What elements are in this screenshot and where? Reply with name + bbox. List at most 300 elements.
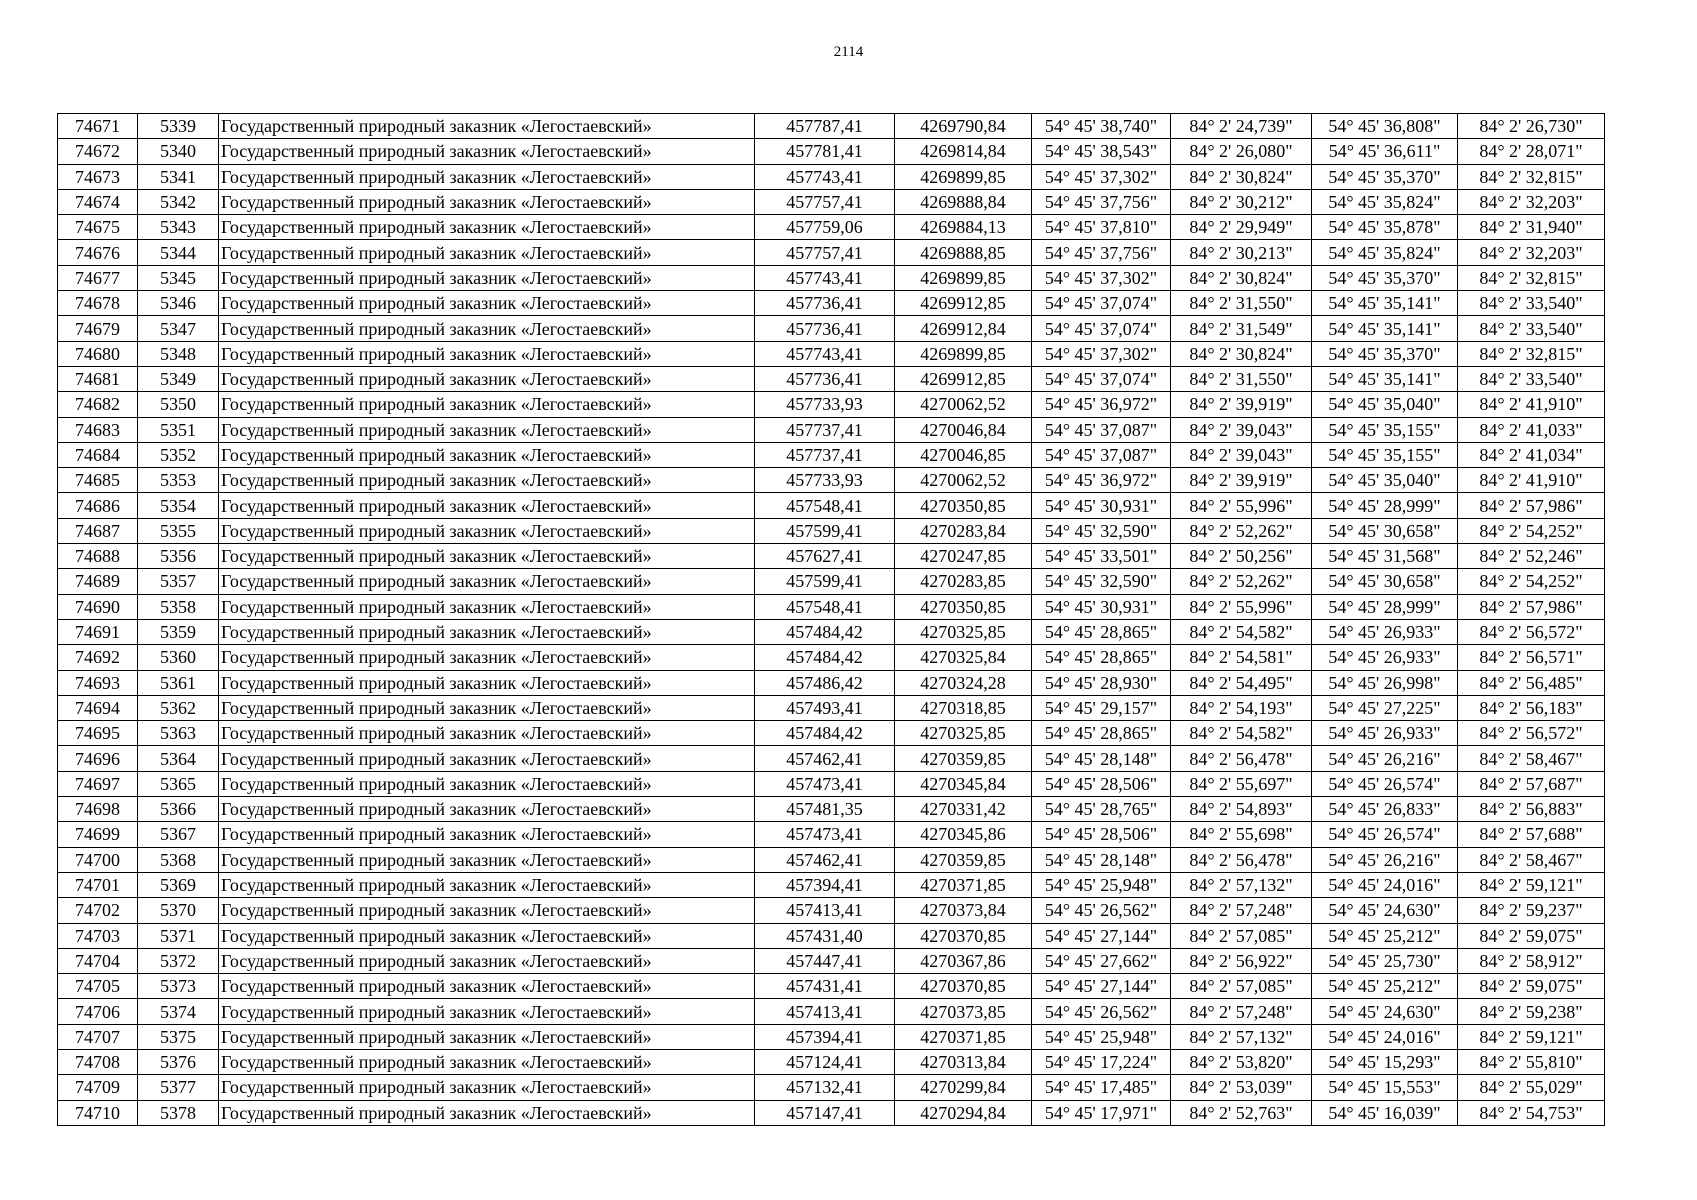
y-coordinate-cell: 4270325,85: [895, 619, 1032, 644]
row-number-cell: 74694: [58, 695, 138, 720]
row-number-cell: 74681: [58, 366, 138, 391]
y-coordinate-cell: 4269912,84: [895, 316, 1032, 341]
latitude-1-cell: 54° 45' 28,506": [1032, 771, 1171, 796]
table-row: [58, 771, 1605, 796]
longitude-1-cell: 84° 2' 52,262": [1171, 518, 1312, 543]
latitude-2-cell: 54° 45' 26,998": [1312, 670, 1458, 695]
point-number-cell: 5362: [138, 695, 219, 720]
y-coordinate-cell: 4269884,13: [895, 215, 1032, 240]
longitude-1-cell: 84° 2' 55,996": [1171, 493, 1312, 518]
y-coordinate-cell: 4269912,85: [895, 366, 1032, 391]
latitude-2-cell: 54° 45' 30,658": [1312, 569, 1458, 594]
latitude-2-cell: 54° 45' 25,212": [1312, 923, 1458, 948]
latitude-1-cell: 54° 45' 37,810": [1032, 215, 1171, 240]
territory-name-cell: Государственный природный заказник «Легостаевский»: [219, 392, 755, 417]
territory-name-cell: Государственный природный заказник «Легостаевский»: [219, 999, 755, 1024]
territory-name-cell: Государственный природный заказник «Легостаевский»: [219, 898, 755, 923]
latitude-2-cell: 54° 45' 26,933": [1312, 619, 1458, 644]
y-coordinate-cell: 4269912,85: [895, 291, 1032, 316]
latitude-1-cell: 54° 45' 32,590": [1032, 569, 1171, 594]
longitude-1-cell: 84° 2' 56,922": [1171, 948, 1312, 973]
longitude-2-cell: 84° 2' 58,467": [1458, 847, 1605, 872]
latitude-2-cell: 54° 45' 26,216": [1312, 746, 1458, 771]
table-row: [58, 164, 1605, 189]
y-coordinate-cell: 4269888,84: [895, 189, 1032, 214]
table-row: [58, 569, 1605, 594]
table-row: [58, 797, 1605, 822]
longitude-1-cell: 84° 2' 30,212": [1171, 189, 1312, 214]
point-number-cell: 5366: [138, 797, 219, 822]
x-coordinate-cell: 457736,41: [755, 316, 895, 341]
y-coordinate-cell: 4270062,52: [895, 392, 1032, 417]
latitude-2-cell: 54° 45' 15,553": [1312, 1075, 1458, 1100]
point-number-cell: 5378: [138, 1100, 219, 1125]
latitude-2-cell: 54° 45' 26,574": [1312, 771, 1458, 796]
latitude-1-cell: 54° 45' 27,144": [1032, 923, 1171, 948]
table-row: [58, 544, 1605, 569]
latitude-2-cell: 54° 45' 35,040": [1312, 392, 1458, 417]
latitude-1-cell: 54° 45' 30,931": [1032, 493, 1171, 518]
row-number-cell: 74692: [58, 645, 138, 670]
y-coordinate-cell: 4270373,84: [895, 898, 1032, 923]
row-number-cell: 74684: [58, 442, 138, 467]
table-row: [58, 316, 1605, 341]
point-number-cell: 5346: [138, 291, 219, 316]
table-row: [58, 1049, 1605, 1074]
y-coordinate-cell: 4269888,85: [895, 240, 1032, 265]
longitude-2-cell: 84° 2' 33,540": [1458, 316, 1605, 341]
longitude-1-cell: 84° 2' 54,582": [1171, 619, 1312, 644]
table-row: [58, 1075, 1605, 1100]
longitude-1-cell: 84° 2' 26,080": [1171, 139, 1312, 164]
x-coordinate-cell: 457473,41: [755, 771, 895, 796]
longitude-1-cell: 84° 2' 55,697": [1171, 771, 1312, 796]
row-number-cell: 74702: [58, 898, 138, 923]
table-row: [58, 1100, 1605, 1125]
table-row: [58, 695, 1605, 720]
longitude-1-cell: 84° 2' 30,824": [1171, 164, 1312, 189]
table-row: [58, 872, 1605, 897]
longitude-1-cell: 84° 2' 39,919": [1171, 468, 1312, 493]
longitude-2-cell: 84° 2' 56,485": [1458, 670, 1605, 695]
row-number-cell: 74679: [58, 316, 138, 341]
row-number-cell: 74689: [58, 569, 138, 594]
latitude-1-cell: 54° 45' 28,148": [1032, 746, 1171, 771]
latitude-1-cell: 54° 45' 37,756": [1032, 189, 1171, 214]
x-coordinate-cell: 457394,41: [755, 1024, 895, 1049]
x-coordinate-cell: 457736,41: [755, 291, 895, 316]
y-coordinate-cell: 4270046,85: [895, 442, 1032, 467]
table-row: [58, 442, 1605, 467]
y-coordinate-cell: 4270359,85: [895, 746, 1032, 771]
longitude-2-cell: 84° 2' 56,183": [1458, 695, 1605, 720]
longitude-2-cell: 84° 2' 57,986": [1458, 493, 1605, 518]
latitude-1-cell: 54° 45' 28,865": [1032, 721, 1171, 746]
longitude-1-cell: 84° 2' 30,824": [1171, 265, 1312, 290]
longitude-1-cell: 84° 2' 30,824": [1171, 341, 1312, 366]
territory-name-cell: Государственный природный заказник «Легостаевский»: [219, 417, 755, 442]
territory-name-cell: Государственный природный заказник «Легостаевский»: [219, 366, 755, 391]
row-number-cell: 74690: [58, 594, 138, 619]
latitude-1-cell: 54° 45' 38,543": [1032, 139, 1171, 164]
longitude-1-cell: 84° 2' 54,582": [1171, 721, 1312, 746]
latitude-2-cell: 54° 45' 26,933": [1312, 721, 1458, 746]
x-coordinate-cell: 457757,41: [755, 189, 895, 214]
longitude-2-cell: 84° 2' 55,029": [1458, 1075, 1605, 1100]
row-number-cell: 74695: [58, 721, 138, 746]
longitude-1-cell: 84° 2' 39,919": [1171, 392, 1312, 417]
latitude-1-cell: 54° 45' 37,302": [1032, 341, 1171, 366]
y-coordinate-cell: 4270247,85: [895, 544, 1032, 569]
longitude-1-cell: 84° 2' 24,739": [1171, 114, 1312, 139]
latitude-2-cell: 54° 45' 28,999": [1312, 594, 1458, 619]
latitude-2-cell: 54° 45' 24,016": [1312, 1024, 1458, 1049]
x-coordinate-cell: 457473,41: [755, 822, 895, 847]
x-coordinate-cell: 457733,93: [755, 392, 895, 417]
point-number-cell: 5365: [138, 771, 219, 796]
y-coordinate-cell: 4269899,85: [895, 265, 1032, 290]
territory-name-cell: Государственный природный заказник «Легостаевский»: [219, 771, 755, 796]
longitude-1-cell: 84° 2' 54,193": [1171, 695, 1312, 720]
latitude-1-cell: 54° 45' 36,972": [1032, 392, 1171, 417]
y-coordinate-cell: 4270283,84: [895, 518, 1032, 543]
longitude-2-cell: 84° 2' 41,034": [1458, 442, 1605, 467]
longitude-1-cell: 84° 2' 54,893": [1171, 797, 1312, 822]
territory-name-cell: Государственный природный заказник «Легостаевский»: [219, 923, 755, 948]
longitude-2-cell: 84° 2' 59,121": [1458, 872, 1605, 897]
latitude-1-cell: 54° 45' 37,756": [1032, 240, 1171, 265]
row-number-cell: 74673: [58, 164, 138, 189]
x-coordinate-cell: 457484,42: [755, 619, 895, 644]
point-number-cell: 5353: [138, 468, 219, 493]
latitude-2-cell: 54° 45' 31,568": [1312, 544, 1458, 569]
longitude-2-cell: 84° 2' 54,252": [1458, 518, 1605, 543]
point-number-cell: 5340: [138, 139, 219, 164]
latitude-1-cell: 54° 45' 28,865": [1032, 619, 1171, 644]
point-number-cell: 5344: [138, 240, 219, 265]
territory-name-cell: Государственный природный заказник «Легостаевский»: [219, 316, 755, 341]
latitude-1-cell: 54° 45' 38,740": [1032, 114, 1171, 139]
territory-name-cell: Государственный природный заказник «Легостаевский»: [219, 822, 755, 847]
longitude-1-cell: 84° 2' 57,132": [1171, 872, 1312, 897]
row-number-cell: 74688: [58, 544, 138, 569]
x-coordinate-cell: 457548,41: [755, 594, 895, 619]
latitude-1-cell: 54° 45' 37,087": [1032, 442, 1171, 467]
latitude-1-cell: 54° 45' 28,148": [1032, 847, 1171, 872]
y-coordinate-cell: 4270294,84: [895, 1100, 1032, 1125]
latitude-2-cell: 54° 45' 26,833": [1312, 797, 1458, 822]
longitude-1-cell: 84° 2' 57,248": [1171, 898, 1312, 923]
longitude-2-cell: 84° 2' 32,203": [1458, 240, 1605, 265]
longitude-2-cell: 84° 2' 32,815": [1458, 265, 1605, 290]
table-body: [58, 114, 1605, 1126]
row-number-cell: 74678: [58, 291, 138, 316]
territory-name-cell: Государственный природный заказник «Легостаевский»: [219, 619, 755, 644]
row-number-cell: 74699: [58, 822, 138, 847]
x-coordinate-cell: 457431,41: [755, 974, 895, 999]
latitude-1-cell: 54° 45' 37,074": [1032, 316, 1171, 341]
longitude-2-cell: 84° 2' 57,688": [1458, 822, 1605, 847]
x-coordinate-cell: 457462,41: [755, 847, 895, 872]
point-number-cell: 5375: [138, 1024, 219, 1049]
row-number-cell: 74691: [58, 619, 138, 644]
latitude-2-cell: 54° 45' 25,212": [1312, 974, 1458, 999]
territory-name-cell: Государственный природный заказник «Легостаевский»: [219, 721, 755, 746]
territory-name-cell: Государственный природный заказник «Легостаевский»: [219, 164, 755, 189]
x-coordinate-cell: 457394,41: [755, 872, 895, 897]
point-number-cell: 5355: [138, 518, 219, 543]
x-coordinate-cell: 457736,41: [755, 366, 895, 391]
x-coordinate-cell: 457743,41: [755, 265, 895, 290]
row-number-cell: 74687: [58, 518, 138, 543]
table-row: [58, 392, 1605, 417]
latitude-2-cell: 54° 45' 15,293": [1312, 1049, 1458, 1074]
longitude-1-cell: 84° 2' 57,085": [1171, 923, 1312, 948]
table-row: [58, 493, 1605, 518]
table-row: [58, 114, 1605, 139]
territory-name-cell: Государственный природный заказник «Легостаевский»: [219, 114, 755, 139]
longitude-2-cell: 84° 2' 41,910": [1458, 468, 1605, 493]
y-coordinate-cell: 4270367,86: [895, 948, 1032, 973]
latitude-1-cell: 54° 45' 28,506": [1032, 822, 1171, 847]
table-row: [58, 948, 1605, 973]
territory-name-cell: Государственный природный заказник «Легостаевский»: [219, 139, 755, 164]
longitude-2-cell: 84° 2' 32,815": [1458, 341, 1605, 366]
row-number-cell: 74697: [58, 771, 138, 796]
latitude-2-cell: 54° 45' 36,808": [1312, 114, 1458, 139]
latitude-1-cell: 54° 45' 28,865": [1032, 645, 1171, 670]
table-row: [58, 1024, 1605, 1049]
row-number-cell: 74676: [58, 240, 138, 265]
x-coordinate-cell: 457759,06: [755, 215, 895, 240]
longitude-2-cell: 84° 2' 58,467": [1458, 746, 1605, 771]
table-row: [58, 468, 1605, 493]
territory-name-cell: Государственный природный заказник «Легостаевский»: [219, 1024, 755, 1049]
territory-name-cell: Государственный природный заказник «Легостаевский»: [219, 872, 755, 897]
y-coordinate-cell: 4269790,84: [895, 114, 1032, 139]
longitude-1-cell: 84° 2' 57,132": [1171, 1024, 1312, 1049]
longitude-2-cell: 84° 2' 33,540": [1458, 291, 1605, 316]
y-coordinate-cell: 4270331,42: [895, 797, 1032, 822]
longitude-1-cell: 84° 2' 54,581": [1171, 645, 1312, 670]
territory-name-cell: Государственный природный заказник «Легостаевский»: [219, 594, 755, 619]
y-coordinate-cell: 4270318,85: [895, 695, 1032, 720]
table-row: [58, 189, 1605, 214]
longitude-1-cell: 84° 2' 30,213": [1171, 240, 1312, 265]
longitude-2-cell: 84° 2' 32,815": [1458, 164, 1605, 189]
point-number-cell: 5348: [138, 341, 219, 366]
territory-name-cell: Государственный природный заказник «Легостаевский»: [219, 1049, 755, 1074]
coordinates-table: [57, 113, 1605, 1126]
row-number-cell: 74705: [58, 974, 138, 999]
longitude-1-cell: 84° 2' 53,820": [1171, 1049, 1312, 1074]
table-row: [58, 721, 1605, 746]
row-number-cell: 74709: [58, 1075, 138, 1100]
territory-name-cell: Государственный природный заказник «Легостаевский»: [219, 746, 755, 771]
latitude-1-cell: 54° 45' 26,562": [1032, 999, 1171, 1024]
point-number-cell: 5345: [138, 265, 219, 290]
longitude-1-cell: 84° 2' 57,085": [1171, 974, 1312, 999]
x-coordinate-cell: 457124,41: [755, 1049, 895, 1074]
x-coordinate-cell: 457599,41: [755, 569, 895, 594]
latitude-1-cell: 54° 45' 37,087": [1032, 417, 1171, 442]
y-coordinate-cell: 4270299,84: [895, 1075, 1032, 1100]
longitude-1-cell: 84° 2' 53,039": [1171, 1075, 1312, 1100]
row-number-cell: 74672: [58, 139, 138, 164]
point-number-cell: 5341: [138, 164, 219, 189]
latitude-2-cell: 54° 45' 35,878": [1312, 215, 1458, 240]
territory-name-cell: Государственный природный заказник «Легостаевский»: [219, 1075, 755, 1100]
longitude-2-cell: 84° 2' 59,238": [1458, 999, 1605, 1024]
latitude-2-cell: 54° 45' 35,155": [1312, 417, 1458, 442]
latitude-1-cell: 54° 45' 17,971": [1032, 1100, 1171, 1125]
longitude-1-cell: 84° 2' 31,550": [1171, 291, 1312, 316]
latitude-2-cell: 54° 45' 24,630": [1312, 898, 1458, 923]
table-row: [58, 746, 1605, 771]
territory-name-cell: Государственный природный заказник «Легостаевский»: [219, 847, 755, 872]
table-row: [58, 139, 1605, 164]
table-row: [58, 923, 1605, 948]
latitude-1-cell: 54° 45' 37,302": [1032, 265, 1171, 290]
territory-name-cell: Государственный природный заказник «Легостаевский»: [219, 240, 755, 265]
table-row: [58, 341, 1605, 366]
x-coordinate-cell: 457493,41: [755, 695, 895, 720]
table-row: [58, 518, 1605, 543]
point-number-cell: 5369: [138, 872, 219, 897]
territory-name-cell: Государственный природный заказник «Легостаевский»: [219, 670, 755, 695]
latitude-1-cell: 54° 45' 28,930": [1032, 670, 1171, 695]
latitude-2-cell: 54° 45' 28,999": [1312, 493, 1458, 518]
latitude-1-cell: 54° 45' 32,590": [1032, 518, 1171, 543]
latitude-1-cell: 54° 45' 37,302": [1032, 164, 1171, 189]
longitude-1-cell: 84° 2' 57,248": [1171, 999, 1312, 1024]
latitude-1-cell: 54° 45' 25,948": [1032, 1024, 1171, 1049]
longitude-2-cell: 84° 2' 54,252": [1458, 569, 1605, 594]
longitude-2-cell: 84° 2' 56,883": [1458, 797, 1605, 822]
longitude-2-cell: 84° 2' 52,246": [1458, 544, 1605, 569]
point-number-cell: 5374: [138, 999, 219, 1024]
row-number-cell: 74680: [58, 341, 138, 366]
longitude-1-cell: 84° 2' 56,478": [1171, 746, 1312, 771]
row-number-cell: 74700: [58, 847, 138, 872]
territory-name-cell: Государственный природный заказник «Легостаевский»: [219, 341, 755, 366]
longitude-2-cell: 84° 2' 59,075": [1458, 974, 1605, 999]
longitude-2-cell: 84° 2' 41,033": [1458, 417, 1605, 442]
y-coordinate-cell: 4270370,85: [895, 974, 1032, 999]
table-row: [58, 999, 1605, 1024]
latitude-1-cell: 54° 45' 26,562": [1032, 898, 1171, 923]
x-coordinate-cell: 457447,41: [755, 948, 895, 973]
row-number-cell: 74677: [58, 265, 138, 290]
latitude-1-cell: 54° 45' 17,485": [1032, 1075, 1171, 1100]
row-number-cell: 74682: [58, 392, 138, 417]
longitude-2-cell: 84° 2' 54,753": [1458, 1100, 1605, 1125]
y-coordinate-cell: 4270345,84: [895, 771, 1032, 796]
longitude-2-cell: 84° 2' 59,237": [1458, 898, 1605, 923]
x-coordinate-cell: 457431,40: [755, 923, 895, 948]
point-number-cell: 5372: [138, 948, 219, 973]
x-coordinate-cell: 457743,41: [755, 164, 895, 189]
territory-name-cell: Государственный природный заказник «Легостаевский»: [219, 569, 755, 594]
territory-name-cell: Государственный природный заказник «Легостаевский»: [219, 1100, 755, 1125]
x-coordinate-cell: 457627,41: [755, 544, 895, 569]
latitude-2-cell: 54° 45' 35,141": [1312, 366, 1458, 391]
territory-name-cell: Государственный природный заказник «Легостаевский»: [219, 468, 755, 493]
x-coordinate-cell: 457743,41: [755, 341, 895, 366]
longitude-1-cell: 84° 2' 52,763": [1171, 1100, 1312, 1125]
point-number-cell: 5357: [138, 569, 219, 594]
table-row: [58, 847, 1605, 872]
point-number-cell: 5358: [138, 594, 219, 619]
longitude-1-cell: 84° 2' 39,043": [1171, 442, 1312, 467]
table-row: [58, 822, 1605, 847]
y-coordinate-cell: 4270371,85: [895, 872, 1032, 897]
table-row: [58, 291, 1605, 316]
x-coordinate-cell: 457484,42: [755, 645, 895, 670]
longitude-2-cell: 84° 2' 26,730": [1458, 114, 1605, 139]
table-row: [58, 898, 1605, 923]
table-row: [58, 974, 1605, 999]
point-number-cell: 5373: [138, 974, 219, 999]
point-number-cell: 5350: [138, 392, 219, 417]
y-coordinate-cell: 4270313,84: [895, 1049, 1032, 1074]
row-number-cell: 74704: [58, 948, 138, 973]
y-coordinate-cell: 4270373,85: [895, 999, 1032, 1024]
latitude-2-cell: 54° 45' 35,155": [1312, 442, 1458, 467]
longitude-2-cell: 84° 2' 31,940": [1458, 215, 1605, 240]
y-coordinate-cell: 4269814,84: [895, 139, 1032, 164]
longitude-2-cell: 84° 2' 59,121": [1458, 1024, 1605, 1049]
x-coordinate-cell: 457147,41: [755, 1100, 895, 1125]
row-number-cell: 74674: [58, 189, 138, 214]
latitude-1-cell: 54° 45' 36,972": [1032, 468, 1171, 493]
point-number-cell: 5349: [138, 366, 219, 391]
point-number-cell: 5361: [138, 670, 219, 695]
longitude-1-cell: 84° 2' 39,043": [1171, 417, 1312, 442]
row-number-cell: 74701: [58, 872, 138, 897]
x-coordinate-cell: 457481,35: [755, 797, 895, 822]
territory-name-cell: Государственный природный заказник «Легостаевский»: [219, 189, 755, 214]
y-coordinate-cell: 4269899,85: [895, 341, 1032, 366]
latitude-2-cell: 54° 45' 24,630": [1312, 999, 1458, 1024]
longitude-1-cell: 84° 2' 29,949": [1171, 215, 1312, 240]
y-coordinate-cell: 4270371,85: [895, 1024, 1032, 1049]
point-number-cell: 5359: [138, 619, 219, 644]
latitude-2-cell: 54° 45' 26,216": [1312, 847, 1458, 872]
longitude-1-cell: 84° 2' 31,549": [1171, 316, 1312, 341]
page-number: 2114: [833, 44, 864, 60]
x-coordinate-cell: 457132,41: [755, 1075, 895, 1100]
latitude-1-cell: 54° 45' 33,501": [1032, 544, 1171, 569]
row-number-cell: 74685: [58, 468, 138, 493]
table-row: [58, 594, 1605, 619]
y-coordinate-cell: 4270359,85: [895, 847, 1032, 872]
point-number-cell: 5339: [138, 114, 219, 139]
x-coordinate-cell: 457548,41: [755, 493, 895, 518]
x-coordinate-cell: 457733,93: [755, 468, 895, 493]
table-row: [58, 240, 1605, 265]
latitude-2-cell: 54° 45' 35,824": [1312, 189, 1458, 214]
longitude-2-cell: 84° 2' 55,810": [1458, 1049, 1605, 1074]
territory-name-cell: Государственный природный заказник «Легостаевский»: [219, 215, 755, 240]
point-number-cell: 5367: [138, 822, 219, 847]
x-coordinate-cell: 457462,41: [755, 746, 895, 771]
latitude-2-cell: 54° 45' 26,933": [1312, 645, 1458, 670]
point-number-cell: 5342: [138, 189, 219, 214]
table-row: [58, 645, 1605, 670]
latitude-2-cell: 54° 45' 35,370": [1312, 341, 1458, 366]
y-coordinate-cell: 4270350,85: [895, 594, 1032, 619]
